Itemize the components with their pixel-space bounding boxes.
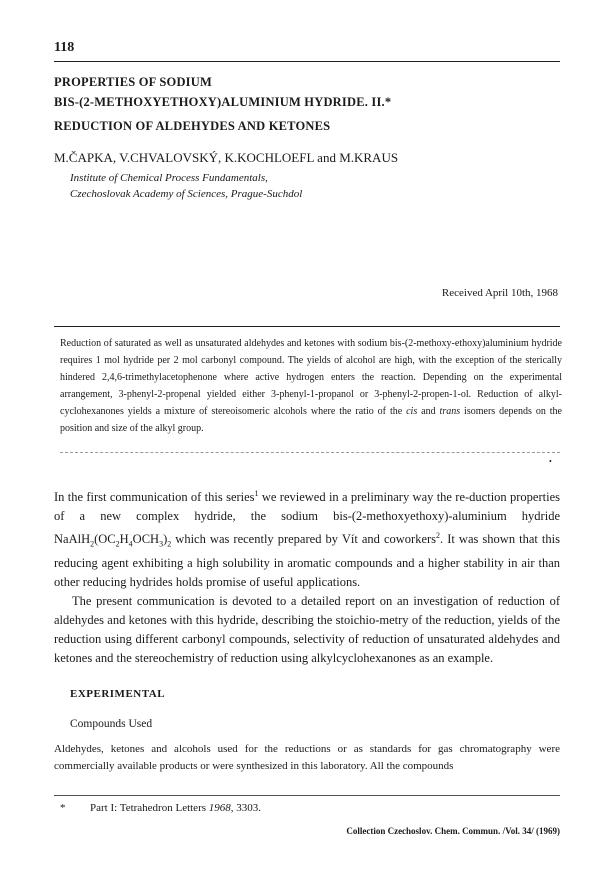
received-date: Received April 10th, 1968 <box>441 287 558 299</box>
footnote-year: 1968 <box>208 802 231 814</box>
authors: M.ČAPKA, V.CHVALOVSKÝ, K.KOCHLOEFL and M.KRAUS <box>54 150 399 165</box>
journal-citation: Collection Czechoslov. Chem. Commun. /Vol. 34/ (1969) <box>346 826 560 836</box>
abstract-text: Reduction of saturated as well as unsaturated aldehydes and ketones with sodium bis-(2-methoxy-ethoxy)aluminium hydride requires 1 mol hydride per 2 mol carbonyl compound. The yields of alcohol are high, with the exception of the sterically hindered 2,4,6-trimethylacetophenone where active hydrogen enters the reaction. Depending on the experimental arrangement, 3-phenyl-2-propenal yielded either 3-phenyl-1-propanol or 3-phenyl-2-propen-1-ol. Reduction of alkyl-cyclohexanones yields a mixture of stereoisomeric alcohols where the ratio of the <box>60 338 562 417</box>
body-text <box>54 484 560 668</box>
abstract-and: and <box>417 406 440 417</box>
footnote-rule <box>54 795 560 796</box>
paragraph-1: In the first communication of this series$^1$ we reviewed in a preliminary way the re-duction properties of a new complex hydride, the sodium bis-(2-methoxyethoxy)-aluminium hydride $NaAlH_2(OC_2H_4OCH_3)_2$ which was recently prepared by Vít and coworkers$^2$. It was shown that this reducing agent exhibiting a high solubility in aromatic compounds and a higher stability in air than other reducing hydrides holds promise of useful applications. <box>54 489 560 589</box>
title-line: PROPERTIES OF SODIUM <box>54 75 212 89</box>
abstract-top-rule <box>54 326 560 327</box>
abstract-tail: isomers depends on the position and size of the alkyl group. <box>60 406 562 434</box>
footnote: * Part I: Tetrahedron Letters 1968, 3303. <box>60 802 262 814</box>
abstract-cis: cis <box>406 406 418 417</box>
abstract <box>60 335 562 437</box>
title-line: BIS-(2-METHOXYETHOXY)ALUMINIUM HYDRIDE. II.* <box>54 95 392 109</box>
affiliation <box>70 170 302 202</box>
paragraph-2: The present communication is devoted to a detailed report on an investigation of reduction of aldehydes and ketones with this hydride, describing the stoichio-metry of the reduction, yields of the reduction using different carbonyl compounds, selectivity of reduction of unsaturated aldehydes and ketones and the stereochemistry of reduction using alkylcyclohexanones as an example. <box>54 593 560 665</box>
experimental-text: Aldehydes, ketones and alcohols used for the reductions or as standards for gas chromatography were commercially available products or were synthesized in this laboratory. All the compounds <box>54 743 560 772</box>
reference-2: 2 <box>436 531 441 541</box>
affiliation-line: Czechoslovak Academy of Sciences, Prague-Suchdol <box>70 188 303 200</box>
header-rule <box>54 61 560 62</box>
reference-1: 1 <box>254 489 259 498</box>
footnote-marker: * <box>60 802 66 814</box>
margin-mark: • <box>549 457 552 466</box>
page-number: 118 <box>54 40 75 55</box>
article-title <box>54 72 554 136</box>
abstract-bottom-rule <box>60 452 560 453</box>
abstract-trans: trans <box>439 406 461 417</box>
title-line: REDUCTION OF ALDEHYDES AND KETONES <box>54 119 331 133</box>
subsection-heading: Compounds Used <box>70 718 153 730</box>
affiliation-line: Institute of Chemical Process Fundamentals, <box>70 172 268 184</box>
section-heading: EXPERIMENTAL <box>70 688 166 700</box>
